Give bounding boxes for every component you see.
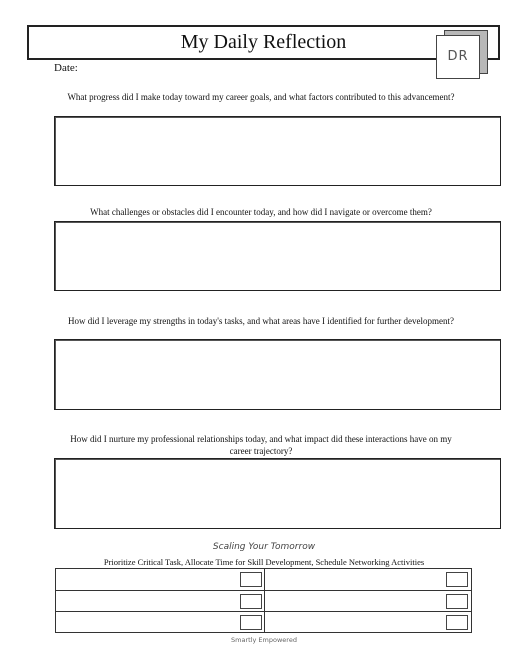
task-checkbox[interactable] bbox=[446, 572, 468, 587]
title-bar bbox=[27, 25, 500, 60]
answer-box-1[interactable] bbox=[54, 116, 501, 186]
task-checkbox[interactable] bbox=[446, 615, 468, 630]
task-checkbox[interactable] bbox=[240, 594, 262, 609]
section-heading: Scaling Your Tomorrow bbox=[212, 542, 316, 552]
answer-box-3[interactable] bbox=[54, 339, 501, 410]
answer-box-4[interactable] bbox=[54, 458, 501, 529]
task-grid bbox=[55, 568, 472, 633]
page-title: My Daily Reflection bbox=[180, 31, 347, 53]
task-entry[interactable] bbox=[265, 569, 471, 590]
date-label: Date: bbox=[54, 62, 78, 74]
task-checkbox[interactable] bbox=[240, 615, 262, 630]
answer-box-2[interactable] bbox=[54, 221, 501, 291]
task-entry[interactable] bbox=[265, 591, 471, 612]
logo-text: DR bbox=[447, 49, 469, 64]
logo-badge bbox=[436, 35, 480, 79]
task-checkbox[interactable] bbox=[240, 572, 262, 587]
task-entry[interactable] bbox=[56, 612, 264, 633]
task-checkbox[interactable] bbox=[446, 594, 468, 609]
question-1: What progress did I make today toward my career goals, and what factors contributed to this advancement? bbox=[67, 92, 455, 102]
question-4: How did I nurture my professional relationships today, and what impact did these interactions have on my career trajectory? bbox=[70, 434, 452, 456]
question-3: How did I leverage my strengths in today's tasks, and what areas have I identified for further development? bbox=[68, 316, 454, 326]
task-entry[interactable] bbox=[265, 612, 471, 633]
section-subheading: Prioritize Critical Task, Allocate Time for Skill Development, Schedule Networking Activities bbox=[103, 557, 425, 567]
question-2: What challenges or obstacles did I encounter today, and how did I navigate or overcome them? bbox=[90, 207, 432, 217]
task-entry[interactable] bbox=[56, 569, 264, 590]
footer-brand: Smartly Empowered bbox=[231, 636, 297, 644]
task-entry[interactable] bbox=[56, 591, 264, 612]
